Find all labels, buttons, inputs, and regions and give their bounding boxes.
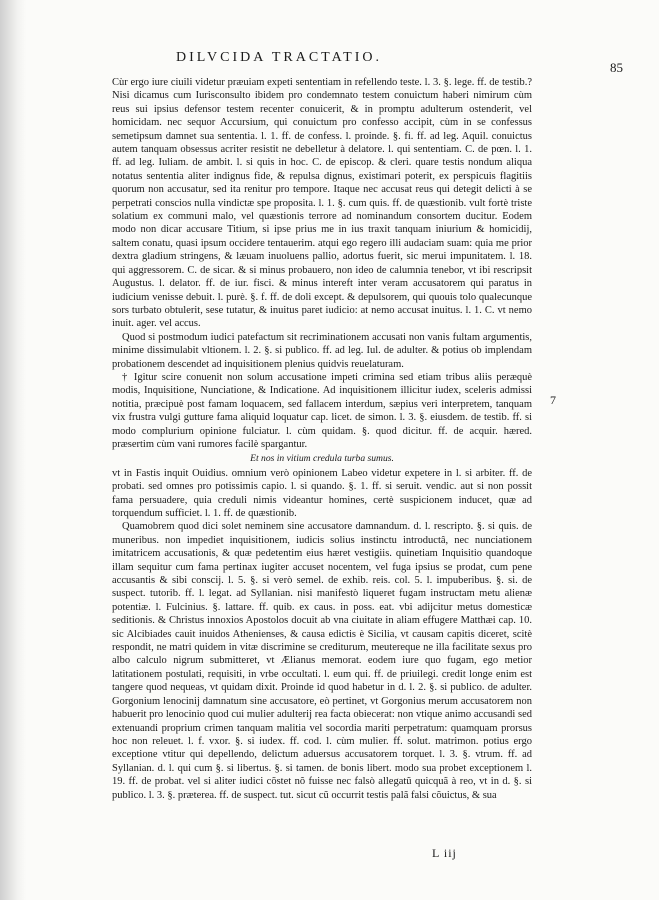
body-text <box>112 76 532 802</box>
binding-gutter-shadow <box>0 0 26 900</box>
paragraph: Quamobrem quod dici solet neminem sine accusatore damnandum. d. l. rescripto. §. si quis. de muneribus. non impediet inquisitionem, iudicis solius instinctu introductâ, nec nunciationem imitatricem accusationis, & quæ pedetentim eius hæret vestigiis. quinetiam Inquisitio quandoque illam sequitur cum fama pertinax iugiter accuset nocentem, vel fuga ipsius se prodat, cum pene accusantis & sibi conscij. l. 5. §. si verò semel. de exhib. reis. col. 5. l. impuberibus. §. si. de suspect. tutorib. ff. l. legat. ad Syllanian. nisi manifestò liqueret fugam instructam metu alienæ potentiæ. l. Fulcinius. §. lattare. ff. quib. ex caus. in poss. eat. vbi adijcitur metus domesticæ seditionis. & Christus innoxios Apostolos docuit ab vna ciuitate in aliam effugere Matthæi cap. 10. sic Alcibiades cauit inuidos Athenienses, & causa edictis è Sicilia, vt causam capitis diceret, scitè respondit, ne matri quidem in vitæ discrimine se crediturum, meutereque ne illa facilitate sexus pro albo calculo nigrum submitteret, vt Ælianus memorat. eodem iure quo fugam, ego metior latitationem postulati, requisiti, in vrbe occultati. l. eum qui. ff. de priuilegi. credit longe enim est tangere quod nequeas, vt quidam dixit. Proinde id quod habetur in d. l. 2. §. si publico. de adulter. Gorgonium lenocinij damnatum sine accusatore, eò pertinet, vt Gorgonius merum accusatorem non habuerit pro lenocinio quod cui mulier adulterij rea facta obiecerat: non vtique animo accusandi sed extenuandi proprium crimen tanquam malitia vel socordia mariti perpetratum: quamquam prorsus hoc non releuet. l. f. vxor. §. si iudex. ff. cod. l. cùm mulier. ff. solut. matrimon. potius ergo exceptione vtitur qui depellendo, delictum aduersus accusatorem torquet. l. 3. §. vtrum. ff. ad Syllanian. d. l. qui cum §. si libertus. §. si tamen. de bonis libert. modo sua probet exceptionem l. 19. ff. de probat. vel si aliter iudici cõstet nõ fuisse nec falsò allegatũ quicquã à reo, vt in d. §. si publico. l. 3. §. præterea. ff. de suspect. tut. sicut cũ occurrit testis palã falsi cõuictus, & sua <box>112 521 532 801</box>
paragraph: Quod si postmodum iudici patefactum sit recriminationem accusati non vanis fultam argumentis, minime dissimulabit vltionem. l. 2. §. si publico. ff. ad leg. Iul. de adulter. & potius ob implendam probationem descendet ad inquisitionem plenius quidvis reuelaturam. <box>112 331 532 370</box>
paragraph: † Igitur scire conuenit non solum accusatione impeti crimina sed etiam tribus aliis peræquè modis, Inquisitione, Nunciatione, & Indicatione. Ad inquisitionem illicitur iudex, sceleris admissi notitia, præcipuè post famam loquacem, sed fallacem interdum, sæpius veri interpretem, tanquam vix frustra vulgi gutture fama aliquid loquatur cap. licet. de simon. l. 3. §. eiusdem. de testib. ff. si modo compluriurn opinione fulciatur. l. cùm quidam. §. quod dicitur. ff. de acquir. hæred. præsertim cùm vani rumores facilè spargantur. <box>112 371 532 450</box>
paragraph: vt in Fastis inquit Ouidius. omnium verò opinionem Labeo videtur expetere in l. si arbiter. ff. de probati. sed omnes pro potissimis capio. l. si quando. §. 1. ff. si seruit. vendic. aut si non possit fama persuadere, quia creduli nimis videantur homines, certè suspicionem inducet, quæ ad torquendum sufficiet. l. 1. ff. de quæstionib. <box>112 467 532 519</box>
running-title: DILVCIDA TRACTATIO. <box>176 50 382 65</box>
page-number: 85 <box>610 60 623 75</box>
signature-mark: L iij <box>432 846 457 860</box>
margin-note-number: 7 <box>550 393 556 407</box>
verse-quotation: Et nos in vitium credula turba sumus. <box>250 453 394 465</box>
paragraph: Cùr ergo iure ciuili videtur præuiam expeti sententiam in refellendo teste. l. 3. §. lege. ff. de testib.? Nisi dicamus cum Iurisconsulto ibidem pro condemnato testem conuictum haberi nimirum cùm reus sui ipsius defensor testem recenter conuicerit, & in promptu adulterum ostenderit, vel homicidam. nec sequor Accursium, qui conuictum pro confesso accipit, cùm in se confessus semetipsum damnet sua sententia. l. 1. ff. de confess. l. proinde. §. fi. ff. ad leg. Aquil. conuictus autem tanquam obsessus acriter resistit ne debelletur à delatore. l. qui sententiam. C. de pœn. l. 1. ff. ad leg. Iuliam. de ambit. l. si quis in hoc. C. de episcop. & cleri. quare testis nondum aliqua notatus sententia aliter indignus fide, & repulsa dignus, existimari poterit, ex perspicuis flagitiis quorum non accusatur, sed ita renitur pro tempore. Itaque nec accusat reus qui detegit delicti à se perpetrati conscios nulla vindictæ spe proposita. l. 1. §. cum quis. ff. de quæstionib. vult fortè triste solatium ex communi malo, vel quæstionis terrore ad nominandum consortem ducitur. Eodem modo non dicar accusare Titium, si ipse prius me in ius traxit tanquam iniurium & homicidij, saltem conatu, quasi ipsum occidere tentauerim. atqui ego regero illi audaciam suam: quia me prior dextra gladium stringens, & læuam inuoluens pallio, adortus fuerit, sic merui impunitatem. l. 18. qui aggressorem. C. de sicar. & si minus probauero, non ideo de calumnia tenebor, vt ibi rescripsit Augustus. l. delator. ff. de iur. fisci. & minus intereft inter veram accusatorem qui paratus in iudicium venisse debuit. l. purè. §. f. ff. de doli except. & depulsorem, qui quouis tolo qualecunque sors turbato obtulerit, sese tutatur, & inuitus paret iudicio: at nemo accusat inuitus. l. 1. C. vt nemo inuit. ager. vel accus. <box>112 77 532 330</box>
